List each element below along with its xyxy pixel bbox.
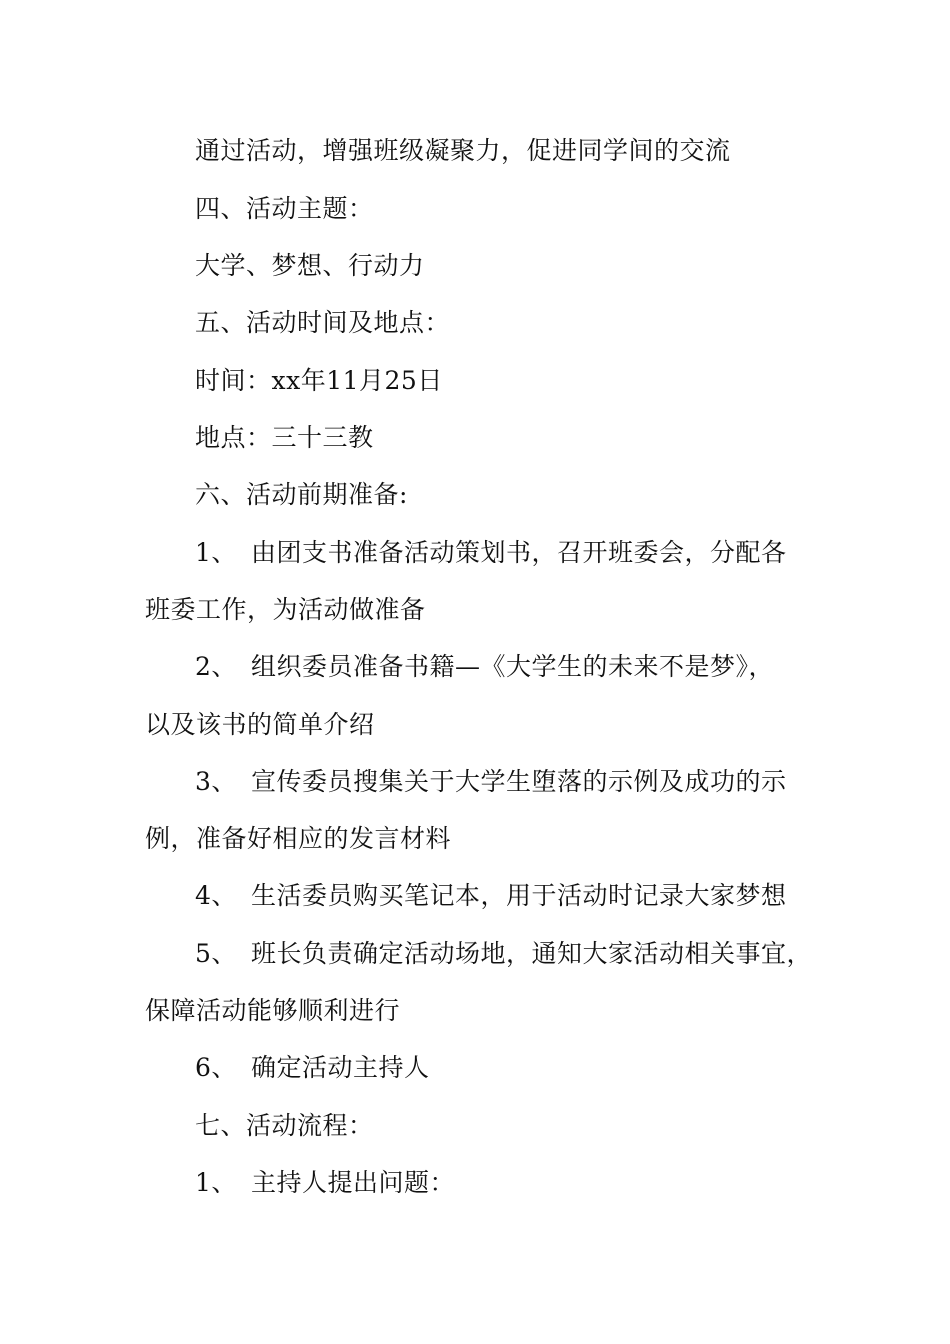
list-text: 宣传委员搜集关于大学生堕落的示例及成功的示 xyxy=(251,767,787,796)
list-number: 2、 xyxy=(195,652,237,681)
list-text: 主持人提出问题： xyxy=(251,1168,456,1197)
list-item xyxy=(195,881,787,911)
paragraph-time: 时间：xx年11月25日 xyxy=(195,366,443,395)
list-number: 4、 xyxy=(195,881,237,910)
list-item xyxy=(195,767,787,797)
list-item-continuation: 以及该书的简单介绍 xyxy=(145,710,375,739)
paragraph-theme: 大学、梦想、行动力 xyxy=(195,251,425,280)
list-item xyxy=(195,1053,430,1083)
heading-time-place: 五、活动时间及地点： xyxy=(195,308,451,337)
list-text: 组织委员准备书籍—《大学生的未来不是梦》， xyxy=(251,652,775,681)
heading-preparation: 六、活动前期准备: xyxy=(195,480,408,509)
list-text: 生活委员购买笔记本，用于活动时记录大家梦想 xyxy=(251,881,787,910)
list-item-continuation: 班委工作，为活动做准备 xyxy=(145,595,426,624)
list-text: 班长负责确定活动场地，通知大家活动相关事宜， xyxy=(251,939,813,968)
list-number: 5、 xyxy=(195,939,237,968)
list-item xyxy=(195,939,812,969)
list-number: 3、 xyxy=(195,767,237,796)
paragraph-place: 地点：三十三教 xyxy=(195,423,374,452)
list-number: 1、 xyxy=(195,1168,237,1197)
list-text: 由团支书准备活动策划书，召开班委会，分配各 xyxy=(251,538,787,567)
heading-process: 七、活动流程： xyxy=(195,1111,374,1140)
paragraph-purpose: 通过活动，增强班级凝聚力，促进同学间的交流 xyxy=(195,136,731,165)
list-item-continuation: 保障活动能够顺利进行 xyxy=(145,996,401,1025)
list-item xyxy=(195,652,774,682)
list-number: 6、 xyxy=(195,1053,237,1082)
list-text: 确定活动主持人 xyxy=(251,1053,430,1082)
list-item xyxy=(195,538,787,568)
list-item xyxy=(195,1168,455,1198)
list-item-continuation: 例，准备好相应的发言材料 xyxy=(145,824,452,853)
heading-theme: 四、活动主题： xyxy=(195,194,374,223)
list-number: 1、 xyxy=(195,538,237,567)
